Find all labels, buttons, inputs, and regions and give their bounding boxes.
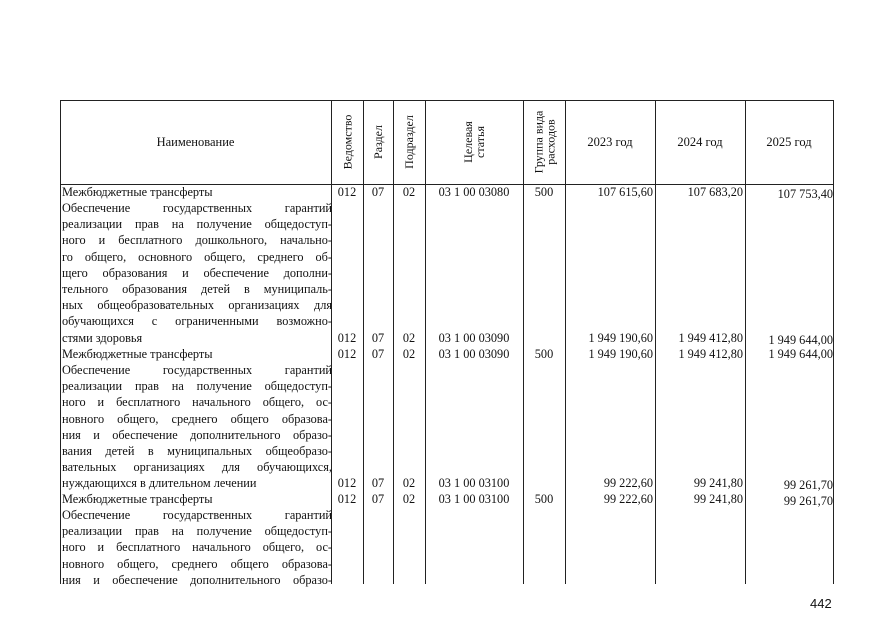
row-2023: 107 615,60 [597,185,653,199]
header-2024 [655,100,745,184]
row-2023: 1 949 190,60 [588,331,653,345]
row-name [62,346,332,362]
header-razdel-label: Раздел [371,125,386,159]
row-razdel: 07 [371,331,385,345]
row-name-line: Обеспечение государственных гарантий [62,201,332,215]
header-2025 [745,100,833,184]
row-gruppa: 500 [534,347,554,361]
page-number: 442 [810,596,832,611]
row-name-line: вательных организациях для обучающихся, [62,460,332,475]
row-name-line: реализации прав на получение общедоступ- [62,217,332,232]
col-border [833,100,834,584]
row-name-line: ного и бесплатного начального общего, ос- [62,395,332,410]
row-2024: 1 949 412,80 [678,347,743,361]
row-podrazdel: 02 [402,492,416,506]
row-name-line: реализации прав на получение общедоступ- [62,379,332,394]
row-name [62,491,332,507]
row-name-line: ния и обеспечение дополнительного образо- [62,427,332,442]
header-2023 [565,100,655,184]
row-razdel: 07 [371,185,385,199]
row-celevaya: 03 1 00 03100 [438,492,510,506]
header-celevaya-line: статья [472,126,487,158]
row-name-line: ного и бесплатного начального общего, ос- [62,540,332,555]
row-name-line: реализации прав на получение общедоступ- [62,524,332,539]
row-name-line: щего образования и обеспечение дополни- [62,265,332,280]
header-vedomstvo [331,100,363,184]
row-podrazdel: 02 [402,185,416,199]
row-2023: 99 222,60 [603,476,653,490]
budget-table [60,100,834,587]
row-name-text: Межбюджетные трансферты [62,185,213,199]
header-2023-label: 2023 год [587,135,633,149]
row-vedomstvo: 012 [337,185,357,199]
row-name-text: Межбюджетные трансферты [62,492,213,506]
row-razdel: 07 [371,347,385,361]
row-celevaya: 03 1 00 03080 [438,185,510,199]
row-name-line: тельного образования детей в муниципаль- [62,282,332,297]
row-podrazdel: 02 [402,347,416,361]
header-gruppa-line: Группа вида [531,110,545,174]
row-2025: 1 949 644,00 [768,347,833,361]
row-vedomstvo: 012 [337,476,357,490]
row-2024: 99 241,80 [693,492,743,506]
row-vedomstvo: 012 [337,347,357,361]
row-2024: 107 683,20 [687,185,743,199]
row-name-text: Межбюджетные трансферты [62,347,213,361]
row-2025: 99 261,70 [783,494,833,508]
row-2023: 99 222,60 [603,492,653,506]
row-name-line: стями здоровья [62,330,143,345]
row-gruppa: 500 [534,492,554,506]
row-celevaya: 03 1 00 03090 [438,347,510,361]
row-name-line: Обеспечение государственных гарантий [62,363,332,377]
row-gruppa: 500 [534,185,554,199]
row-name [62,200,332,346]
row-name [62,362,332,492]
row-razdel: 07 [371,476,385,490]
header-podrazdel-label: Подраздел [402,115,417,169]
row-2024: 99 241,80 [693,476,743,490]
header-gruppa-label [532,111,556,174]
row-2025: 107 753,40 [777,187,833,201]
row-name [62,507,332,588]
row-name-line: Обеспечение государственных гарантий [62,508,332,522]
header-celevaya-line: Целевая [460,121,475,163]
header-name-label: Наименование [156,135,235,149]
row-2023: 1 949 190,60 [588,347,653,361]
header-razdel [363,100,393,184]
header-name [60,100,331,184]
row-name-line: обучающихся с ограниченными возможно- [62,314,332,329]
row-vedomstvo: 012 [337,331,357,345]
header-podrazdel [393,100,425,184]
row-2024: 1 949 412,80 [678,331,743,345]
row-name-line: новного общего, среднего общего образова- [62,556,332,571]
row-name-line: ния и обеспечение дополнительного образо- [62,572,332,587]
header-vedomstvo-label: Ведомство [340,114,355,170]
row-podrazdel: 02 [402,331,416,345]
row-razdel: 07 [371,492,385,506]
header-2025-label: 2025 год [766,135,812,149]
row-name-line: ных общеобразовательных организациях для [62,298,332,313]
header-gruppa [523,100,565,184]
header-gruppa-line: расходов [543,119,557,165]
row-name-line: нуждающихся в длительном лечении [62,476,257,491]
row-2025: 1 949 644,00 [768,333,833,347]
row-2025: 99 261,70 [783,478,833,492]
row-vedomstvo: 012 [337,492,357,506]
row-name-line: ного и бесплатного дошкольного, начально- [62,233,332,248]
row-name-line: го общего, основного общего, среднего об- [62,249,332,264]
header-celevaya-label [462,121,486,163]
row-name-line: вания детей в муниципальных общеобразо- [62,444,332,459]
row-celevaya: 03 1 00 03090 [438,331,510,345]
header-celevaya [425,100,523,184]
row-name [62,184,332,200]
row-celevaya: 03 1 00 03100 [438,476,510,490]
row-name-line: новного общего, среднего общего образова- [62,411,332,426]
row-podrazdel: 02 [402,476,416,490]
header-2024-label: 2024 год [677,135,723,149]
